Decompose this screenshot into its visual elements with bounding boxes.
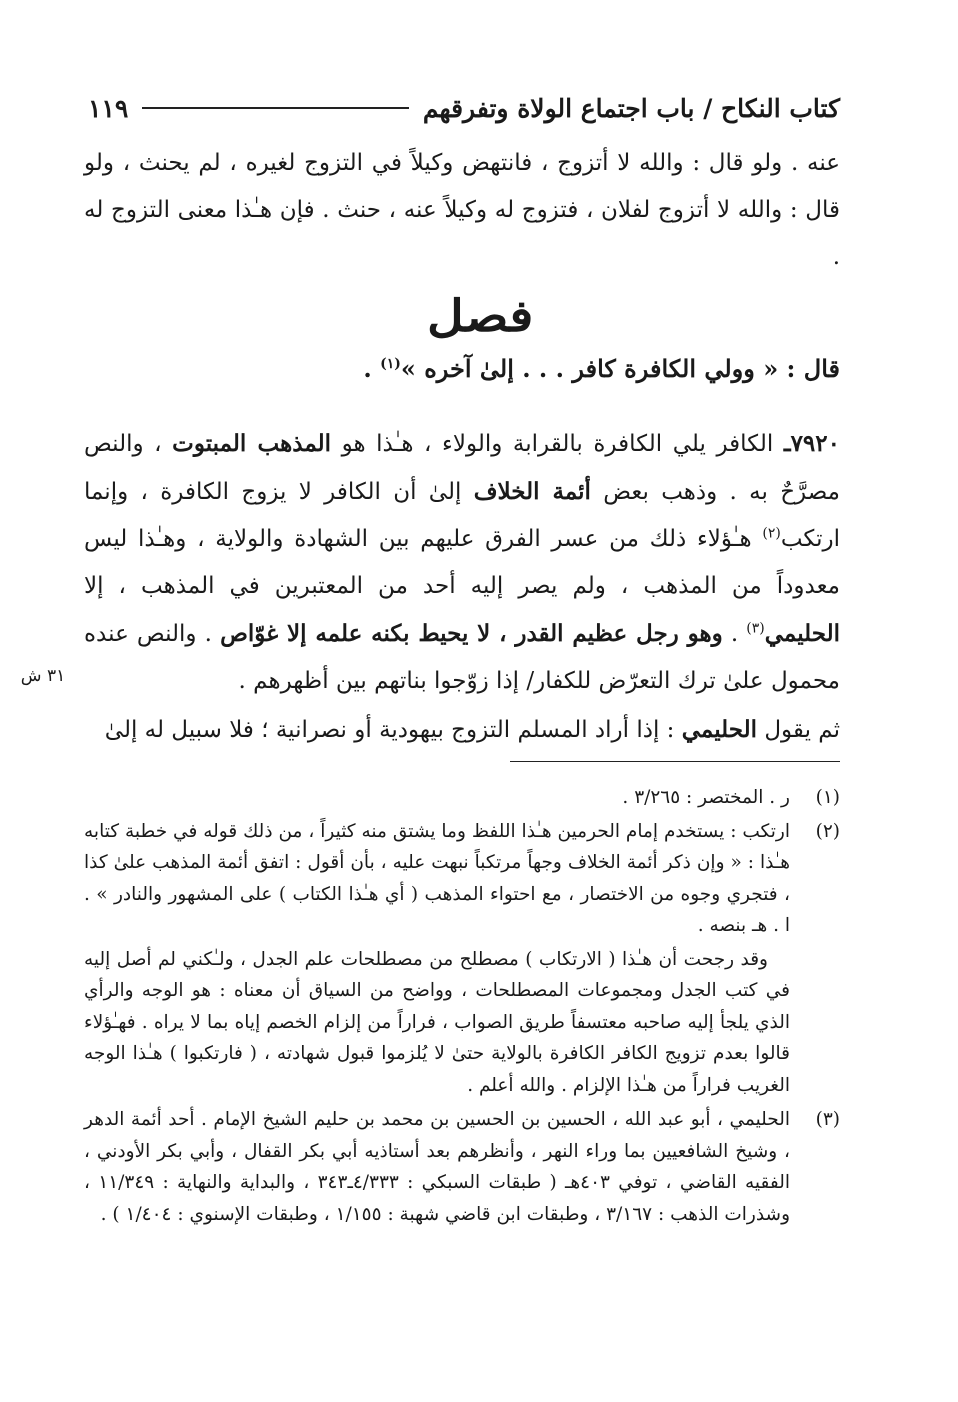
footnote-3 <box>84 1104 840 1230</box>
next-paragraph: ثم يقول الحليمي : إذا أراد المسلم التزوج بيهودية أو نصرانية ؛ فلا سبيل له إلىٰ <box>104 716 840 743</box>
footnote-2 <box>84 816 840 1102</box>
bold-phrase: وهو رجل عظيم القدر ، لا يحيط بكنه علمه إلا غوّاص <box>220 620 723 647</box>
paragraph-7920: ٧٩٢٠ـ الكافر يلي الكافرة بالقرابة والولاء ، هـٰذا هو المذهب المبتوت ، والنص مصرَّحٌ به . وذهب بعض أئمة الخلاف إلىٰ أن الكافر لا يزوج الكافرة ، وإنما ارتكب$^{(٢)}$ هـٰؤلاء ذلك من عسر الفرق عليهم بين الشهادة والولاية ، وهـٰذا ليس معدوداً من المذهب ، ولم يصر إليه أحد من المعتبرين في المذهب ، إلا الحليمي$^{(٣)}$ . وهو رجل عظيم القدر ، لا يحيط بكنه علمه إلا غوّاص . والنص عنده محمول علىٰ ترك التعرّض للكفار/ إذا زوّجوا بناتهم بين أظهرهم . <box>84 430 841 694</box>
intro-text <box>84 140 840 281</box>
footnote-text: ارتكب : يستخدم إمام الحرمين هـٰذا اللفظ وما يشتق منه كثيراً ، من ذلك قوله في خطبة كتابه هـٰذا : « وإن ذكر أئمة الخلاف وجهاً مرتكباً نبهت عليه ، بأن أقول : اتفق أئمة المذهب علىٰ كذا ، فتجري وجوه من الاختصار ، مع احتواء المذهب ( أي هـٰذا الكتاب ) على المشهور والنادر » . ا . هـ بنصه . <box>84 820 790 936</box>
footnote-number: (٢) <box>815 820 840 842</box>
manuscript-folio-note: ٣١ ش <box>20 666 66 686</box>
bold-term: الحليمي <box>681 716 758 743</box>
bold-term: أئمة الخلاف <box>473 478 591 505</box>
section-heading-fasl: فصل <box>426 291 534 342</box>
footnote-text: ر . المختصر : ٣/٢٦٥ . <box>622 787 790 808</box>
paragraph-number: ٧٩٢٠ـ <box>783 430 840 457</box>
header-title: كتاب النكاح / باب اجتماع الولاة وتفرقهم <box>422 93 840 123</box>
main-paragraph <box>84 420 840 705</box>
footnote-separator <box>510 761 840 762</box>
footnote-number: (٣) <box>815 1109 840 1130</box>
matn-quote: قال : « وولي الكافرة كافر . . . إلىٰ آخره »$^{(١)}$ . <box>363 354 840 383</box>
header-rule <box>142 107 409 109</box>
footnote-1 <box>84 782 840 814</box>
intro-line-2: قال : والله لا أتزوج لفلان ، فتزوج له وكيلاً عنه ، حنث . فإن هـٰذا معنى التزوج له . <box>84 197 840 270</box>
footnote-ref-2: (٢) <box>762 525 781 542</box>
bold-term: المذهب المبتوت <box>172 430 332 457</box>
quote-text: قال : « وولي الكافرة كافر . . . إلىٰ آخره » <box>400 354 840 383</box>
running-header <box>88 88 840 128</box>
footnote-number: (١) <box>815 787 840 808</box>
footnote-text-continued: وقد رجحت أن هـٰذا ( الارتكاب ) مصطلح من مصطلحات علم الجدل ، ولـٰكني لم أصل إليه في كتب الجدل ومجموعات المصطلحات ، وواضح من السياق أن معناه : هو الوجه والرأي الذي يلجأ إليه صاحبه معتسفاً طريق الصواب ، فراراً من إلزام الخصم إياه بما لا يراه . فهـٰؤلاء قالوا بعدم تزويج الكافر الكافرة بالولاية حتىٰ لا يُلزموا قبول شهادته ، ( فارتكبوا ) هـٰذا الوجه الغريب فراراً من هـٰذا الإلزام . والله أعلم . <box>84 948 790 1096</box>
footnote-ref-1: (١) <box>380 356 401 372</box>
bold-term: الحليمي <box>764 620 841 647</box>
page-number: ١١٩ <box>88 93 129 123</box>
footnote-text: الحليمي ، أبو عبد الله ، الحسين بن الحسين بن محمد بن حليم الشيخ الإمام . أحد أئمة الدهر ، وشيخ الشافعيين بما وراء النهر ، وأنظرهم بعد أستاذيه أبي بكر القفال ، وأبي بكر الأودني ، الفقيه القاضي ، توفي ٤٠٣هـ ( طبقات السبكي : ٤/٣٣٣ـ٣٤٣ ، والبداية والنهاية : ١١/٣٤٩ ، وشذرات الذهب : ٣/١٦٧ ، وطبقات ابن قاضي شهبة : ١/١٥٥ ، وطبقات الإسنوي : ١/٤٠٤ ) . <box>84 1109 791 1225</box>
footnotes <box>84 782 840 1230</box>
intro-line-1: عنه . ولو قال : والله لا أتزوج ، فانتهض وكيلاً في التزوج لغيره ، لم يحنث ، ولو <box>84 150 840 176</box>
footnote-ref-3: (٣) <box>746 620 765 637</box>
